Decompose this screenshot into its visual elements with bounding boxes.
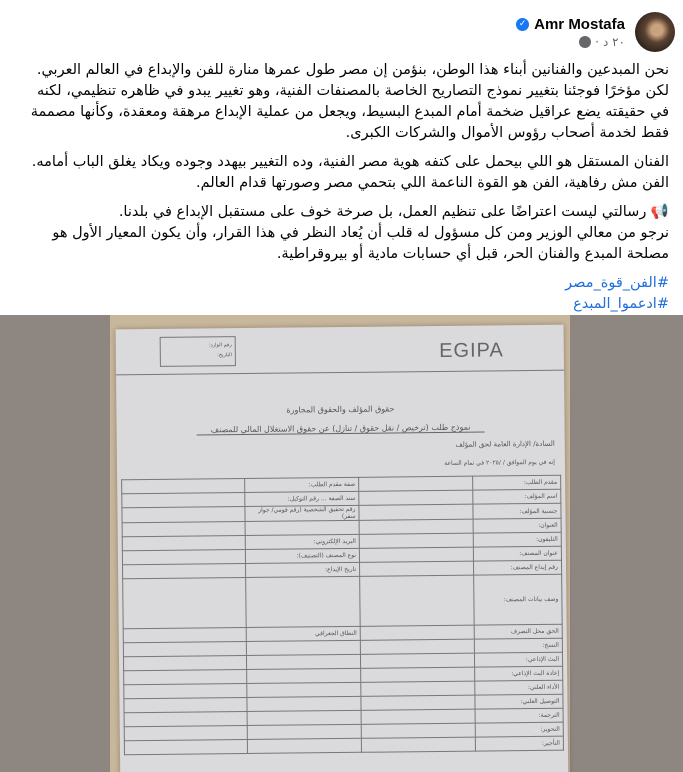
form-date-line: إنه في يوم الموافق / /٢٠٢٥ في تمام الساعة (444, 458, 556, 467)
form-cell (122, 507, 245, 523)
form-cell (247, 738, 361, 753)
form-cell: النسخ: (475, 638, 563, 653)
form-cell (247, 724, 361, 739)
form-cell: النطاق الجغرافي (246, 626, 360, 641)
form-cell (123, 578, 246, 629)
form-cell (124, 684, 247, 699)
form-cell: عنوان المصنف: (474, 546, 562, 561)
form-cell: صفة مقدم الطلب: (245, 477, 359, 492)
form-cell (359, 547, 473, 562)
form-title: حقوق المؤلف والحقوق المجاورة (286, 404, 395, 415)
form-subtitle: نموذج طلب (ترخيص / نقل حقوق / تنازل) عن حقوق الاستغلال المالي للمصنف (197, 422, 485, 435)
form-cell: البريد الإلكتروني: (245, 534, 359, 549)
form-cell: الحق محل التصرف (474, 624, 562, 639)
form-cell (123, 564, 246, 579)
form-cell (247, 682, 361, 697)
form-cell: رقم تحقيق الشخصية (رقم قومي/ جواز سفر) (245, 505, 359, 521)
form-cell: التوصيل العلني: (475, 694, 563, 709)
form-cell (122, 479, 245, 494)
form-cell (245, 520, 359, 535)
form-cell: التليفون: (473, 532, 561, 547)
form-cell (124, 726, 247, 741)
form-cell (247, 696, 361, 711)
post-photo[interactable] (0, 315, 683, 772)
author-name[interactable]: Amr Mostafa (534, 15, 625, 33)
form-cell (359, 533, 473, 548)
form-cell: جنسية المؤلف: (473, 503, 561, 519)
form-document (116, 325, 569, 772)
form-cell (123, 642, 246, 657)
form-cell: البث الإذاعي: (475, 652, 563, 667)
form-cell (360, 639, 474, 654)
form-cell (359, 504, 473, 520)
post-header: Amr Mostafa ✓ ٢٠ د · (516, 12, 675, 52)
divider (116, 370, 564, 376)
form-cell: رقم إيداع المصنف: (474, 560, 562, 575)
hashtag-link[interactable]: #الفن_قوة_مصر (565, 275, 669, 291)
hashtag-link[interactable]: #ادعموا_المبدع (573, 296, 669, 312)
form-cell (122, 522, 245, 537)
form-cell: التأجير: (476, 736, 564, 751)
form-cell: الترجمة: (475, 708, 563, 723)
globe-icon (579, 36, 591, 48)
form-cell (246, 576, 361, 627)
form-cell (360, 575, 475, 626)
form-cell (247, 668, 361, 683)
form-cell (359, 476, 473, 491)
form-cell (122, 550, 245, 565)
form-cell (122, 493, 245, 508)
form-cell (359, 519, 473, 534)
form-cell: سند الصفة ... رقم التوكيل: (245, 491, 359, 506)
form-cell: وصف بيانات المصنف: (474, 574, 562, 625)
form-cell (361, 723, 475, 738)
form-table (121, 475, 564, 756)
form-cell (246, 654, 360, 669)
form-cell (360, 625, 474, 640)
avatar[interactable] (635, 12, 675, 52)
paragraph: 📢 رسالتي ليست اعتراضًا على تنظيم العمل، بل صرخة خوف على مستقبل الإبداع في بلدنا. (118, 204, 669, 220)
verified-badge-icon: ✓ (516, 18, 529, 31)
paragraph: نرجو من معالي الوزير ومن كل مسؤول له قلب أن يُعاد النظر في هذا القرار، وأن يكون المعيار الأول هو مصلحة المبدع والفنان الحر، قبل أي حسابات مادية أو بيروقراطية. (52, 225, 669, 262)
form-addressee: السادة/ الإدارة العامة لحق المؤلف (455, 439, 555, 449)
form-cell (361, 695, 475, 710)
post-text (14, 60, 669, 315)
form-cell: اسم المؤلف: (473, 489, 561, 504)
form-cell (246, 640, 360, 655)
form-cell: الأداء العلني: (475, 680, 563, 695)
form-cell: مقدم الطلب: (473, 475, 561, 490)
form-cell (247, 710, 361, 725)
form-cell (360, 561, 474, 576)
form-cell (122, 536, 245, 551)
form-cell (359, 490, 473, 505)
form-cell (361, 653, 475, 668)
egipa-logo: EGIPA (439, 339, 504, 362)
form-cell: نوع المصنف (التصنيف): (245, 548, 359, 563)
form-cell (361, 709, 475, 724)
form-cell (124, 670, 247, 685)
form-row (123, 574, 562, 629)
form-cell (123, 656, 246, 671)
post-time[interactable]: ٢٠ د (602, 34, 625, 49)
form-cell (124, 712, 247, 727)
form-cell: إعادة البث الإذاعي: (475, 666, 563, 681)
form-cell (361, 737, 475, 752)
paragraph: نحن المبدعين والفنانين أبناء هذا الوطن، بنؤمن إن مصر طول عمرها منارة للفن والإبداع في العالم العربي. لكن مؤخرًا فوجئنا بتغيير نموذج التصاريح الخاصة بالمصنفات الفنية، وهو تغيير يبدو في ظاهره تنظيمي، لكنه في حقيقته يضع عراقيل ضخمة أمام المبدع البسيط، ويجعل من عملية الإبداع مرهقة ومعقدة، وكأنها مصممة فقط لخدمة أصحاب رؤوس الأموال والشركات الكبرى. (30, 62, 669, 141)
form-cell (123, 628, 246, 643)
form-cell: العنوان: (473, 518, 561, 533)
form-cell: التحوير: (475, 722, 563, 737)
form-cell (361, 681, 475, 696)
registration-box: رقم الوارد: التاريخ: (160, 336, 236, 367)
paragraph: الفنان المستقل هو اللي بيحمل على كتفه هوية مصر الفنية، وده التغيير بيهدد وجوده ويكاد يغلق الباب أمامه. الفن مش رفاهية، الفن هو القوة الناعمة اللي بتحمي مصر وصورتها قدام العالم. (31, 154, 669, 191)
form-cell (124, 740, 247, 755)
form-cell: تاريخ الإيداع: (245, 562, 359, 577)
form-cell (124, 698, 247, 713)
form-cell (361, 667, 475, 682)
